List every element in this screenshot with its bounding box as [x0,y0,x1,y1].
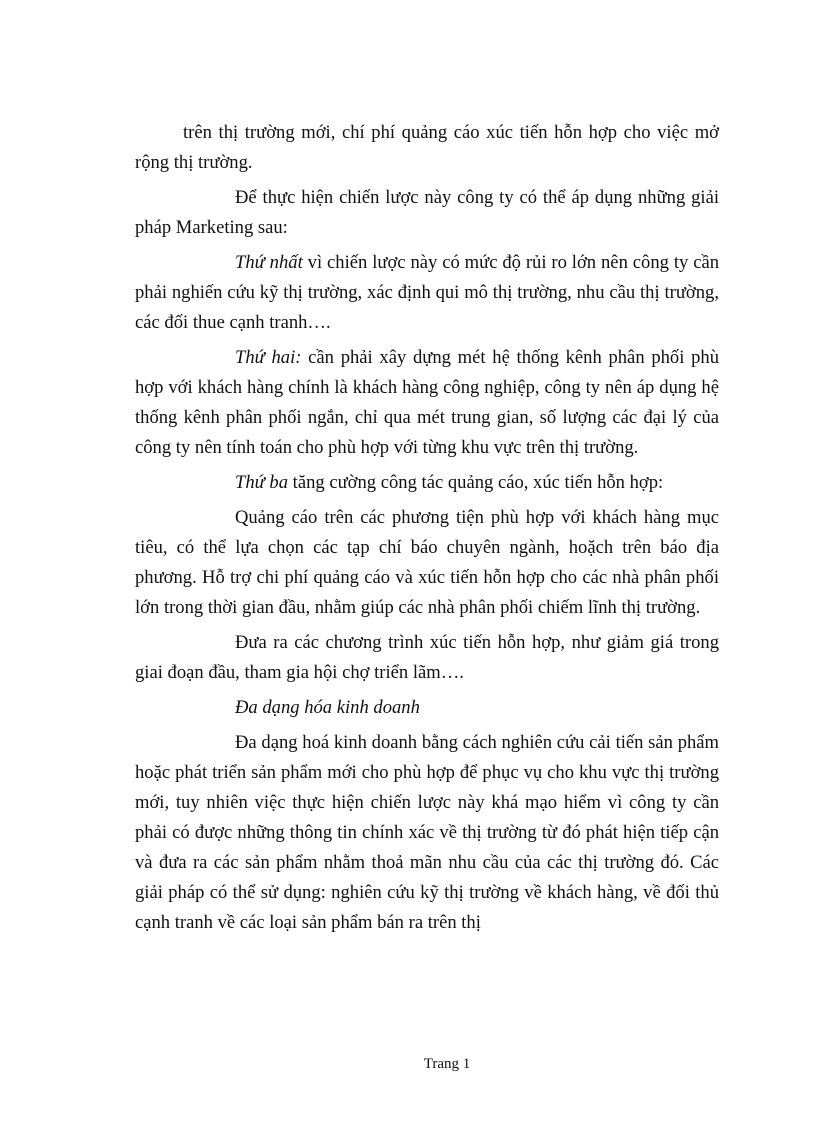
paragraph-text: Quảng cáo trên các phương tiện phù hợp với khách hàng mục tiêu, có thể lựa chọn các tạp chí báo chuyên ngành, hoặch trên báo địa phương. Hỗ trợ chi phí quảng cáo và xúc tiến hỗn hợp cho các nhà phân phối lớn trong thời gian đầu, nhằm giúp các nhà phân phối chiếm lĩnh thị trường. [135,507,719,618]
paragraph-text: Đa dạng hoá kinh doanh bằng cách nghiên cứu cải tiến sản phẩm hoặc phát triển sản phẩm mới cho phù hợp để phục vụ cho khu vực thị trường mới, tuy nhiên việc thực hiện chiến lược này khá mạo hiểm vì công ty cần phải có được những thông tin chính xác về thị trường từ đó phát hiện tiếp cận và đưa ra các sản phẩm nhằm thoả mãn nhu cầu của các thị trường đó. Các giải pháp có thể sử dụng: nghiên cứu kỹ thị trường về khách hàng, về đối thủ cạnh tranh về các loại sản phẩm bán ra trên thị [135,732,719,933]
page-footer [0,1056,816,1073]
paragraph-text: cần phải xây dựng mét hệ thống kênh phân phối phù hợp với khách hàng chính là khách hàng công nghiệp, công ty nên áp dụng hệ thống kênh phân phối ngắn, chỉ qua mét trung gian, số lượng các đại lý của công ty nên tính toán cho phù hợp với từng khu vực trên thị trường. [135,347,719,458]
page-number: Trang 1 [423,1056,471,1072]
section-heading [135,693,719,723]
paragraph-diversification [135,728,719,938]
paragraph-second-point [135,343,719,463]
paragraph-text: tăng cường công tác quảng cáo, xúc tiến hỗn hợp: [288,472,664,493]
paragraph-text: vì chiến lược này có mức độ rủi ro lớn nên công ty cần phải nghiến cứu kỹ thị trường, xác định qui mô thị trường, nhu cầu thị trường, các đối thue cạnh tranh…. [135,252,719,333]
paragraph-promotion [135,628,719,688]
paragraph-continuation [135,118,719,178]
section-heading-text: Đa dạng hóa kinh doanh [235,697,420,718]
paragraph-intro [135,183,719,243]
paragraph-text: Đưa ra các chương trình xúc tiến hỗn hợp, như giảm giá trong giai đoạn đầu, tham gia hội chợ triển lãm…. [135,632,719,683]
paragraph-lead: Thứ nhất [235,252,303,273]
paragraph-lead: Thứ ba [235,472,289,493]
paragraph-advertising [135,503,719,623]
paragraph-text: Để thực hiện chiến lược này công ty có thể áp dụng những giải pháp Marketing sau: [135,187,719,238]
document-body [135,118,719,943]
paragraph-text: trên thị trường mới, chí phí quảng cáo xúc tiến hỗn hợp cho việc mở rộng thị trường. [135,122,719,173]
paragraph-third-point [135,468,719,498]
paragraph-lead: Thứ hai: [235,347,302,368]
paragraph-first-point [135,248,719,338]
